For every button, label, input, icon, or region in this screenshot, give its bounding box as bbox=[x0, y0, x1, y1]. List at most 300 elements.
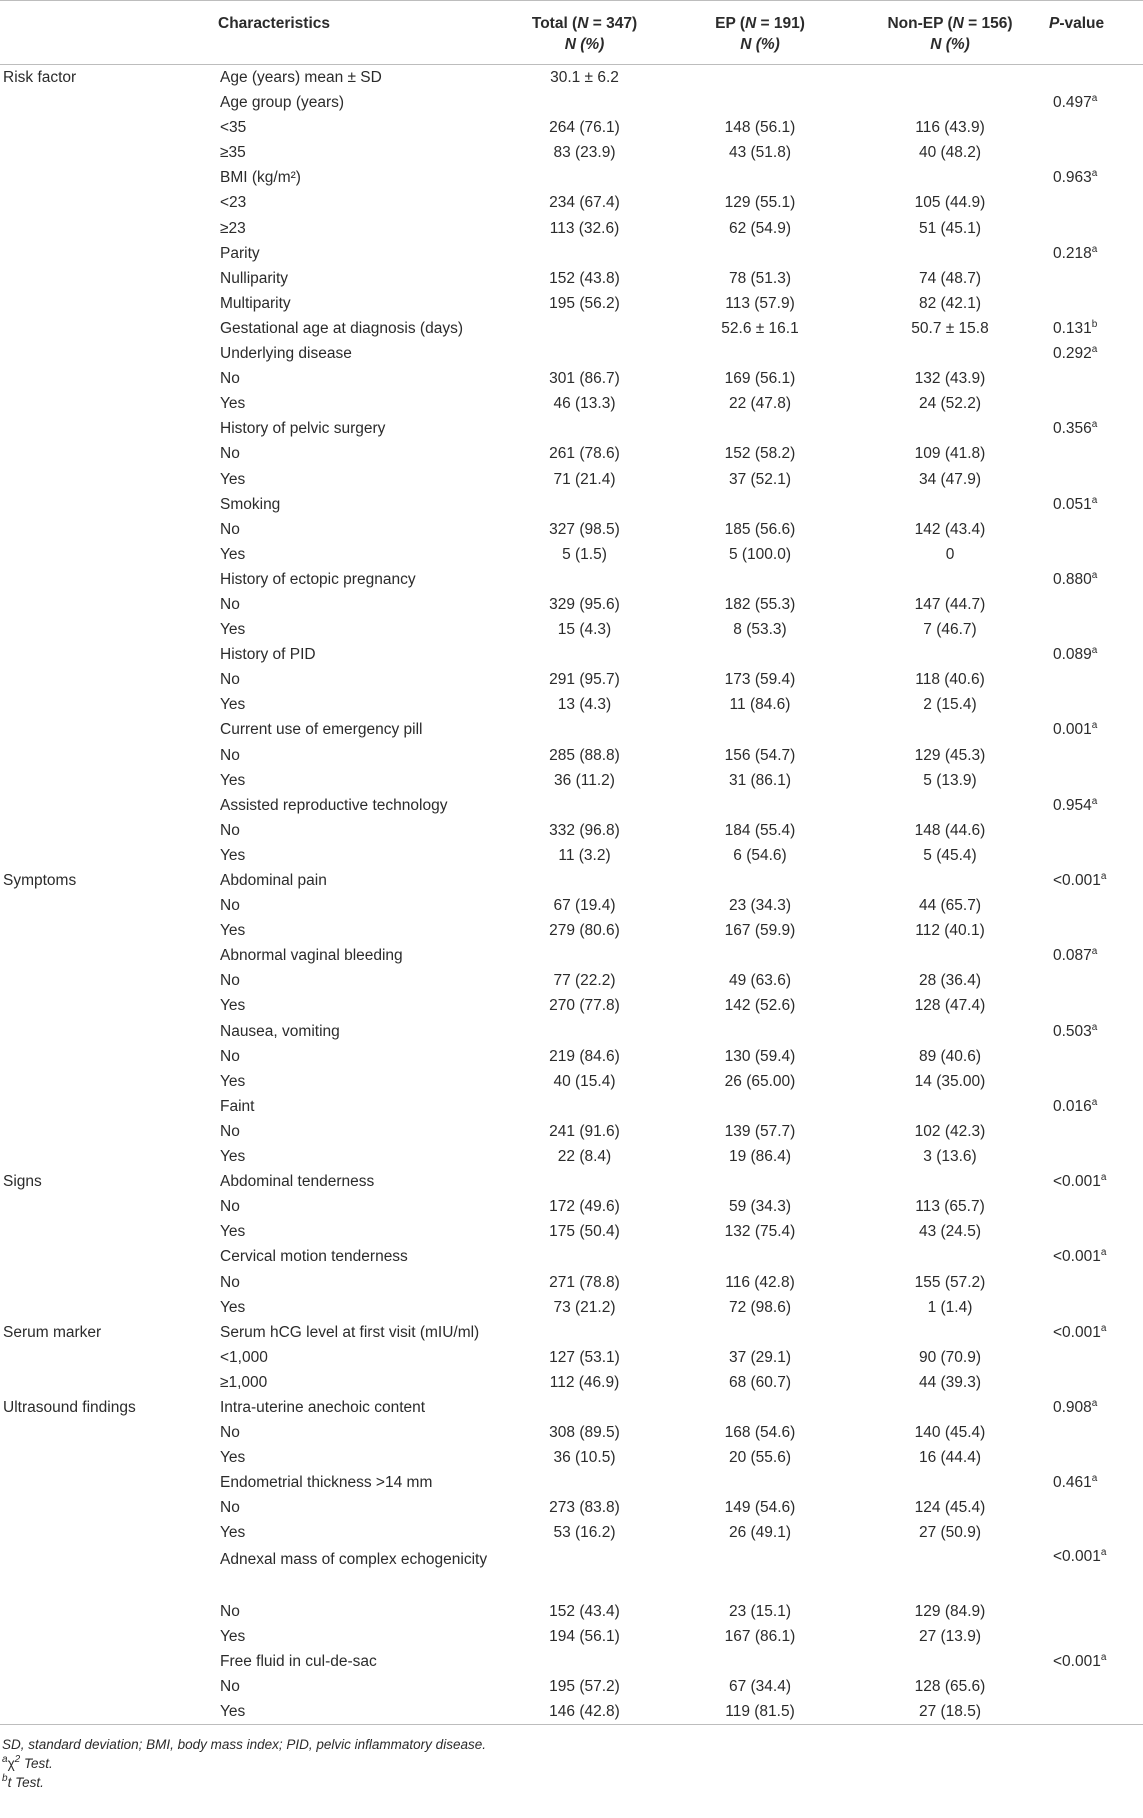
total-cell bbox=[500, 492, 669, 517]
category-cell bbox=[0, 1520, 218, 1545]
nonep-cell: 44 (39.3) bbox=[918, 1373, 982, 1391]
nonep-cell bbox=[851, 1470, 1049, 1495]
pvalue-test-mark: a bbox=[1100, 1172, 1107, 1184]
characteristic-cell: No bbox=[220, 520, 240, 538]
characteristic-cell: Yes bbox=[220, 1702, 246, 1720]
characteristic-cell: Assisted reproductive technology bbox=[220, 796, 448, 814]
total-cell bbox=[500, 241, 669, 266]
characteristic-cell: Free fluid in cul-de-sac bbox=[220, 1652, 377, 1670]
ep-cell bbox=[669, 868, 851, 893]
table-row bbox=[0, 692, 1143, 717]
footnotes bbox=[0, 1725, 1143, 1792]
total-cell bbox=[500, 165, 669, 190]
characteristic-cell: BMI (kg/m²) bbox=[220, 169, 301, 187]
category-cell bbox=[0, 1495, 218, 1520]
total-cell: 308 (89.5) bbox=[549, 1424, 620, 1442]
characteristic-cell: Underlying disease bbox=[220, 345, 352, 363]
pvalue-cell bbox=[1049, 140, 1143, 165]
footnote-a: $^a\chi^2$ Test. bbox=[2, 1754, 53, 1771]
pvalue-cell bbox=[1049, 366, 1143, 391]
nonep-cell: 113 (65.7) bbox=[915, 1198, 985, 1216]
table-row bbox=[0, 492, 1143, 517]
pvalue-text: 0.356 bbox=[1053, 420, 1092, 438]
characteristic-cell: No bbox=[220, 370, 240, 388]
ep-cell bbox=[669, 1244, 851, 1269]
characteristic-cell: No bbox=[220, 1424, 240, 1442]
ep-cell: 68 (60.7) bbox=[728, 1373, 792, 1391]
table-row bbox=[0, 642, 1143, 667]
pvalue-cell bbox=[1049, 818, 1143, 843]
ep-cell bbox=[669, 416, 851, 441]
category-cell bbox=[0, 1144, 218, 1169]
ep-cell: 119 (81.5) bbox=[725, 1702, 795, 1720]
pvalue-cell bbox=[1049, 416, 1143, 441]
category-cell bbox=[0, 743, 218, 768]
pvalue-cell bbox=[1049, 165, 1143, 190]
total-cell bbox=[500, 1169, 669, 1194]
table-row bbox=[0, 868, 1143, 893]
total-cell: 15 (4.3) bbox=[557, 621, 612, 639]
total-cell bbox=[500, 717, 669, 742]
category-cell bbox=[0, 90, 218, 115]
category-cell bbox=[0, 1244, 218, 1269]
ep-cell bbox=[669, 717, 851, 742]
characteristic-cell: Yes bbox=[220, 1223, 246, 1241]
table-row bbox=[0, 216, 1143, 241]
table-row bbox=[0, 1194, 1143, 1219]
nonep-cell bbox=[851, 1649, 1049, 1674]
table-row bbox=[0, 1019, 1143, 1044]
pvalue-cell bbox=[1049, 1069, 1143, 1094]
ep-cell: 148 (56.1) bbox=[724, 119, 796, 137]
total-cell: 67 (19.4) bbox=[553, 897, 616, 915]
nonep-cell: 27 (18.5) bbox=[918, 1702, 982, 1720]
characteristic-cell: No bbox=[220, 746, 240, 764]
characteristic-cell: No bbox=[220, 595, 240, 613]
pvalue-cell bbox=[1049, 1320, 1143, 1345]
ep-cell bbox=[669, 65, 851, 91]
category-cell bbox=[0, 1599, 218, 1624]
table-row bbox=[0, 391, 1143, 416]
table-row bbox=[0, 993, 1143, 1018]
ep-cell bbox=[669, 943, 851, 968]
pvalue-test-mark: a bbox=[1091, 93, 1098, 105]
pvalue-cell bbox=[1049, 1219, 1143, 1244]
table-row bbox=[0, 165, 1143, 190]
category-cell bbox=[0, 266, 218, 291]
total-cell: 273 (83.8) bbox=[549, 1499, 620, 1517]
total-cell: 22 (8.4) bbox=[557, 1148, 612, 1166]
table-row bbox=[0, 918, 1143, 943]
characteristic-cell: No bbox=[220, 1499, 240, 1517]
nonep-cell bbox=[851, 793, 1049, 818]
characteristic-cell: Yes bbox=[220, 395, 246, 413]
category-cell bbox=[0, 617, 218, 642]
pvalue-test-mark: a bbox=[1091, 1096, 1098, 1108]
pvalue-test-mark: a bbox=[1091, 1473, 1098, 1485]
category-cell bbox=[0, 993, 218, 1018]
characteristic-cell: No bbox=[220, 1122, 240, 1140]
total-cell bbox=[500, 90, 669, 115]
characteristic-cell: Cervical motion tenderness bbox=[220, 1248, 408, 1266]
header-nonep-sub: N (%) bbox=[930, 36, 970, 53]
total-cell: 291 (95.7) bbox=[549, 671, 620, 689]
total-cell: 30.1 ± 6.2 bbox=[550, 69, 619, 86]
nonep-cell: 118 (40.6) bbox=[915, 671, 985, 689]
ep-cell bbox=[669, 1019, 851, 1044]
category-cell bbox=[0, 918, 218, 943]
total-cell: 264 (76.1) bbox=[549, 119, 620, 137]
pvalue-cell bbox=[1049, 1546, 1143, 1599]
pvalue-text: <0.001 bbox=[1053, 1323, 1101, 1341]
total-cell bbox=[500, 1244, 669, 1269]
characteristic-cell: No bbox=[220, 1273, 240, 1291]
pvalue-cell bbox=[1049, 1624, 1143, 1649]
category-cell bbox=[0, 1069, 218, 1094]
ep-cell: 129 (55.1) bbox=[724, 194, 796, 212]
ep-cell: 23 (15.1) bbox=[728, 1602, 792, 1620]
table-row bbox=[0, 140, 1143, 165]
category-cell bbox=[0, 1119, 218, 1144]
characteristic-cell: History of PID bbox=[220, 646, 316, 664]
header-pvalue: P-value bbox=[1049, 15, 1105, 32]
footnote-abbreviations: SD, standard deviation; BMI, body mass index; PID, pelvic inflammatory disease. bbox=[2, 1737, 486, 1752]
pvalue-test-mark: a bbox=[1091, 1021, 1098, 1033]
pvalue-cell bbox=[1049, 65, 1143, 91]
table-row bbox=[0, 1674, 1143, 1699]
category-cell bbox=[0, 1649, 218, 1674]
characteristic-cell: Gestational age at diagnosis (days) bbox=[220, 319, 463, 337]
header-ep: EP (N = 191) N (%) bbox=[669, 1, 851, 65]
pvalue-text: <0.001 bbox=[1053, 1173, 1101, 1191]
ep-cell bbox=[669, 1169, 851, 1194]
total-cell: 127 (53.1) bbox=[549, 1348, 620, 1366]
nonep-cell: 14 (35.00) bbox=[914, 1072, 986, 1090]
characteristic-cell: Age group (years) bbox=[220, 94, 345, 112]
pvalue-text: 0.292 bbox=[1053, 345, 1092, 363]
pvalue-cell bbox=[1049, 1044, 1143, 1069]
nonep-cell bbox=[851, 1244, 1049, 1269]
table-row bbox=[0, 1699, 1143, 1725]
characteristic-cell: No bbox=[220, 1198, 240, 1216]
pvalue-cell bbox=[1049, 316, 1143, 341]
nonep-cell: 124 (45.4) bbox=[914, 1499, 986, 1517]
total-cell: 53 (16.2) bbox=[553, 1524, 616, 1542]
characteristic-cell: Age (years) mean ± SD bbox=[220, 69, 382, 86]
characteristic-cell: No bbox=[220, 821, 240, 839]
table-row bbox=[0, 441, 1143, 466]
nonep-cell: 112 (40.1) bbox=[915, 922, 985, 940]
pvalue-test-mark: a bbox=[1091, 645, 1098, 657]
total-cell: 36 (10.5) bbox=[553, 1449, 616, 1467]
pvalue-test-mark: a bbox=[1091, 569, 1098, 581]
characteristic-cell: <1,000 bbox=[220, 1348, 268, 1366]
nonep-cell: 129 (84.9) bbox=[914, 1602, 986, 1620]
characteristic-cell: No bbox=[220, 671, 240, 689]
characteristic-cell: Yes bbox=[220, 470, 246, 488]
nonep-cell: 44 (65.7) bbox=[918, 897, 982, 915]
nonep-cell: 5 (13.9) bbox=[923, 771, 977, 789]
pvalue-test-mark: a bbox=[1091, 344, 1098, 356]
table-row bbox=[0, 968, 1143, 993]
nonep-cell: 16 (44.4) bbox=[918, 1449, 982, 1467]
pvalue-cell bbox=[1049, 717, 1143, 742]
ep-cell: 20 (55.6) bbox=[728, 1449, 792, 1467]
characteristic-cell: ≥1,000 bbox=[220, 1373, 268, 1391]
characteristic-cell: No bbox=[220, 1602, 240, 1620]
pvalue-cell bbox=[1049, 1520, 1143, 1545]
category-cell bbox=[0, 165, 218, 190]
pvalue-text: 0.089 bbox=[1053, 646, 1092, 664]
pvalue-cell bbox=[1049, 266, 1143, 291]
pvalue-cell bbox=[1049, 115, 1143, 140]
total-cell bbox=[500, 943, 669, 968]
category-cell bbox=[0, 140, 218, 165]
category-cell bbox=[0, 843, 218, 868]
pvalue-cell bbox=[1049, 943, 1143, 968]
ep-cell: 149 (54.6) bbox=[724, 1499, 796, 1517]
category-cell bbox=[0, 1295, 218, 1320]
category-cell bbox=[0, 341, 218, 366]
nonep-cell: 28 (36.4) bbox=[918, 972, 982, 990]
nonep-cell: 89 (40.6) bbox=[918, 1047, 982, 1065]
table-row bbox=[0, 1495, 1143, 1520]
category-cell bbox=[0, 1674, 218, 1699]
characteristic-cell: Faint bbox=[220, 1097, 255, 1115]
total-cell: 172 (49.6) bbox=[549, 1198, 620, 1216]
total-cell bbox=[500, 567, 669, 592]
table-row bbox=[0, 667, 1143, 692]
characteristic-cell: Endometrial thickness >14 mm bbox=[220, 1474, 433, 1492]
pvalue-cell bbox=[1049, 90, 1143, 115]
pvalue-cell bbox=[1049, 993, 1143, 1018]
nonep-cell: 128 (47.4) bbox=[914, 997, 986, 1015]
table-row bbox=[0, 1244, 1143, 1269]
characteristic-cell: Yes bbox=[220, 922, 246, 940]
header-ep-sub: N (%) bbox=[740, 36, 780, 53]
characteristic-cell: <23 bbox=[220, 194, 247, 212]
category-cell bbox=[0, 793, 218, 818]
ep-cell: 22 (47.8) bbox=[728, 395, 792, 413]
ep-cell: 156 (54.7) bbox=[724, 746, 796, 764]
category-cell bbox=[0, 542, 218, 567]
category-cell bbox=[0, 316, 218, 341]
pvalue-test-mark: a bbox=[1091, 419, 1098, 431]
total-cell bbox=[500, 642, 669, 667]
characteristic-cell: Adnexal mass of complex echogenicity bbox=[220, 1550, 488, 1568]
pvalue-cell bbox=[1049, 216, 1143, 241]
nonep-cell: 102 (42.3) bbox=[914, 1122, 986, 1140]
ep-cell: 167 (86.1) bbox=[724, 1627, 796, 1645]
table-row bbox=[0, 1320, 1143, 1345]
total-cell: 36 (11.2) bbox=[554, 771, 615, 789]
category-cell bbox=[0, 416, 218, 441]
category-cell bbox=[0, 366, 218, 391]
total-cell: 175 (50.4) bbox=[549, 1223, 620, 1241]
characteristic-cell: Current use of emergency pill bbox=[220, 721, 423, 739]
pvalue-cell bbox=[1049, 492, 1143, 517]
ep-cell: 167 (59.9) bbox=[724, 922, 796, 940]
table-row bbox=[0, 90, 1143, 115]
nonep-cell bbox=[851, 241, 1049, 266]
header-nonep: Non-EP (N = 156) N (%) bbox=[851, 1, 1049, 65]
category-cell: Serum marker bbox=[3, 1323, 102, 1341]
table-row bbox=[0, 567, 1143, 592]
nonep-cell: 82 (42.1) bbox=[918, 294, 982, 312]
pvalue-cell bbox=[1049, 793, 1143, 818]
nonep-cell bbox=[851, 868, 1049, 893]
category-cell bbox=[0, 642, 218, 667]
ep-cell: 23 (34.3) bbox=[728, 897, 792, 915]
pvalue-cell bbox=[1049, 241, 1143, 266]
category-cell bbox=[0, 441, 218, 466]
characteristic-cell: Intra-uterine anechoic content bbox=[220, 1398, 426, 1416]
total-cell: 285 (88.8) bbox=[549, 746, 620, 764]
category-cell bbox=[0, 768, 218, 793]
category-cell bbox=[0, 1270, 218, 1295]
nonep-cell bbox=[851, 642, 1049, 667]
total-cell bbox=[500, 316, 669, 341]
total-cell: 40 (15.4) bbox=[553, 1072, 616, 1090]
ep-cell bbox=[669, 642, 851, 667]
characteristic-cell: Yes bbox=[220, 997, 246, 1015]
category-cell bbox=[0, 592, 218, 617]
total-cell bbox=[500, 1649, 669, 1674]
table-row bbox=[0, 366, 1143, 391]
ep-cell: 78 (51.3) bbox=[728, 269, 792, 287]
characteristic-cell: Abdominal tenderness bbox=[220, 1173, 375, 1191]
nonep-cell: 109 (41.8) bbox=[914, 445, 986, 463]
table-row bbox=[0, 843, 1143, 868]
ep-cell: 173 (59.4) bbox=[724, 671, 796, 689]
pvalue-cell bbox=[1049, 617, 1143, 642]
total-cell bbox=[500, 416, 669, 441]
ep-cell bbox=[669, 567, 851, 592]
pvalue-cell bbox=[1049, 1674, 1143, 1699]
category-cell bbox=[0, 1094, 218, 1119]
pvalue-cell bbox=[1049, 1370, 1143, 1395]
category-cell bbox=[0, 1194, 218, 1219]
pvalue-cell bbox=[1049, 1094, 1143, 1119]
ep-cell: 49 (63.6) bbox=[728, 972, 792, 990]
ep-cell bbox=[669, 165, 851, 190]
pvalue-test-mark: a bbox=[1091, 946, 1098, 958]
ep-cell bbox=[669, 1320, 851, 1345]
table-row bbox=[0, 1395, 1143, 1420]
ep-cell: 139 (57.7) bbox=[724, 1122, 796, 1140]
category-cell bbox=[0, 667, 218, 692]
nonep-cell: 155 (57.2) bbox=[914, 1273, 986, 1291]
pvalue-text: 0.503 bbox=[1053, 1022, 1092, 1040]
category-cell bbox=[0, 115, 218, 140]
ep-cell: 26 (65.00) bbox=[724, 1072, 796, 1090]
total-cell: 113 (32.6) bbox=[549, 219, 620, 237]
nonep-cell bbox=[851, 567, 1049, 592]
nonep-cell: 74 (48.7) bbox=[918, 269, 982, 287]
ep-cell bbox=[669, 1094, 851, 1119]
table-row bbox=[0, 943, 1143, 968]
ep-cell: 132 (75.4) bbox=[724, 1223, 796, 1241]
table-row bbox=[0, 517, 1143, 542]
category-cell bbox=[0, 1370, 218, 1395]
table-row bbox=[0, 1445, 1143, 1470]
characteristic-cell: Yes bbox=[220, 771, 246, 789]
table-row bbox=[0, 291, 1143, 316]
category-cell bbox=[0, 893, 218, 918]
total-cell: 234 (67.4) bbox=[549, 194, 620, 212]
characteristic-cell: <35 bbox=[220, 119, 247, 137]
category-cell bbox=[0, 1219, 218, 1244]
nonep-cell: 140 (45.4) bbox=[914, 1424, 986, 1442]
ep-cell bbox=[669, 90, 851, 115]
pvalue-text: 0.908 bbox=[1053, 1398, 1092, 1416]
ep-cell: 142 (52.6) bbox=[724, 997, 796, 1015]
ep-cell: 62 (54.9) bbox=[728, 219, 792, 237]
total-cell: 279 (80.6) bbox=[549, 922, 620, 940]
ep-cell: 168 (54.6) bbox=[724, 1424, 796, 1442]
nonep-cell: 3 (13.6) bbox=[923, 1148, 977, 1166]
table-row bbox=[0, 1345, 1143, 1370]
characteristic-cell: Yes bbox=[220, 846, 246, 864]
table-row bbox=[0, 1470, 1143, 1495]
pvalue-cell bbox=[1049, 1445, 1143, 1470]
category-cell: Symptoms bbox=[3, 872, 77, 889]
pvalue-cell bbox=[1049, 1144, 1143, 1169]
nonep-cell bbox=[851, 492, 1049, 517]
pvalue-cell bbox=[1049, 692, 1143, 717]
total-cell bbox=[500, 1395, 669, 1420]
pvalue-test-mark: a bbox=[1091, 494, 1098, 506]
nonep-cell: 132 (43.9) bbox=[914, 370, 986, 388]
ep-cell: 31 (86.1) bbox=[728, 771, 792, 789]
ep-cell: 26 (49.1) bbox=[728, 1524, 792, 1542]
ep-cell bbox=[669, 1649, 851, 1674]
pvalue-cell bbox=[1049, 968, 1143, 993]
total-cell: 83 (23.9) bbox=[553, 144, 616, 162]
table-row bbox=[0, 467, 1143, 492]
ep-cell: 5 (100.0) bbox=[728, 545, 792, 563]
pvalue-cell bbox=[1049, 391, 1143, 416]
table-row bbox=[0, 768, 1143, 793]
nonep-cell: 7 (46.7) bbox=[923, 621, 977, 639]
category-cell: Risk factor bbox=[3, 69, 77, 86]
table-row bbox=[0, 1649, 1143, 1674]
total-cell: 271 (78.8) bbox=[549, 1273, 620, 1291]
ep-cell: 37 (52.1) bbox=[728, 470, 792, 488]
table-row bbox=[0, 190, 1143, 215]
header-total: Total (N = 347) N (%) bbox=[500, 1, 669, 65]
header-total-sub: N (%) bbox=[564, 36, 605, 53]
ep-cell bbox=[669, 1470, 851, 1495]
ep-cell bbox=[669, 492, 851, 517]
pvalue-cell bbox=[1049, 291, 1143, 316]
total-cell: 194 (56.1) bbox=[549, 1627, 620, 1645]
nonep-cell: 142 (43.4) bbox=[914, 520, 986, 538]
characteristic-cell: Yes bbox=[220, 1627, 246, 1645]
category-cell bbox=[0, 1044, 218, 1069]
category-cell bbox=[0, 190, 218, 215]
pvalue-cell bbox=[1049, 542, 1143, 567]
characteristic-cell: Nulliparity bbox=[220, 269, 289, 287]
nonep-cell: 5 (45.4) bbox=[923, 846, 977, 864]
pvalue-cell bbox=[1049, 1119, 1143, 1144]
pvalue-cell bbox=[1049, 467, 1143, 492]
nonep-cell bbox=[851, 1019, 1049, 1044]
nonep-cell bbox=[851, 90, 1049, 115]
table-row bbox=[0, 592, 1143, 617]
total-cell: 219 (84.6) bbox=[549, 1047, 620, 1065]
category-cell bbox=[0, 291, 218, 316]
